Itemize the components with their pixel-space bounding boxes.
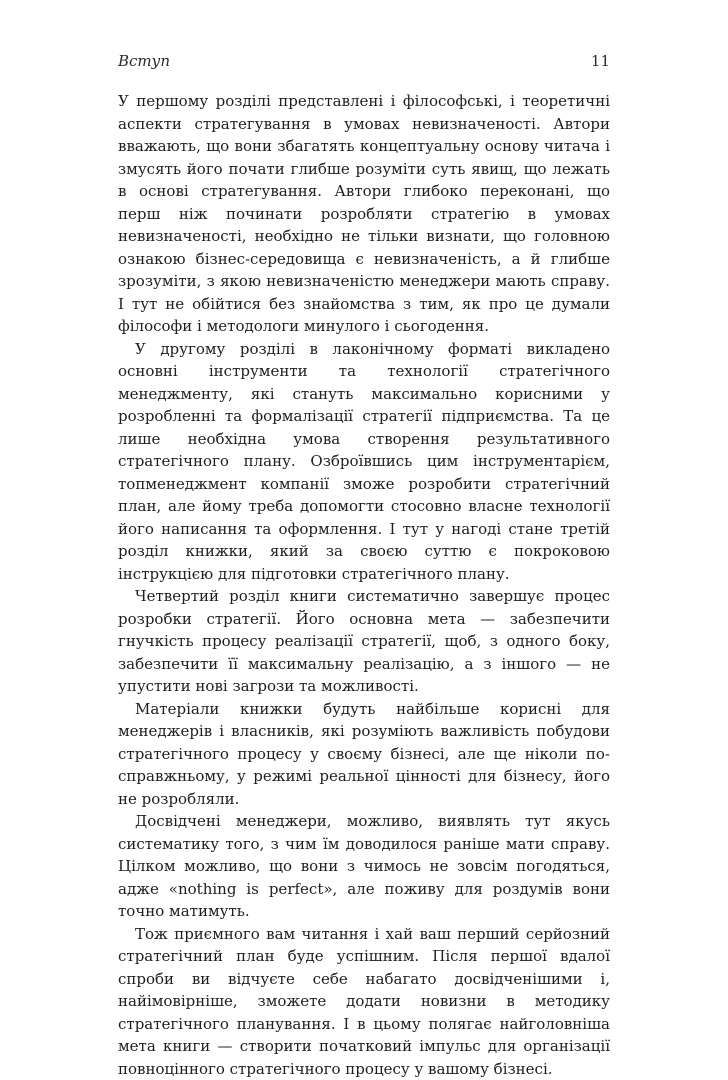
body-text: [118, 90, 610, 1080]
paragraph-1: У першому розділі представлені і філософські, і теоретичні аспекти стратегування в умовах невизначеності. Автори вважають, що вони збагатять концептуальну основу читача і змусять його почати глибше розуміти суть явищ, що лежать в основі стратегування. Автори глибоко переконані, що перш ніж починати розробляти стратегію в умовах невизначеності, необхідно не тільки визнати, що головною ознакою бізнес-середовища є невизначеність, а й глибше зрозуміти, з якою невизначеністю менеджери мають справу. І тут не обійтися без знайомства з тим, як про це думали філософи і методологи минулого і сьогодення.: [118, 90, 610, 338]
section-title: Вступ: [118, 52, 170, 70]
paragraph-3: Четвертий розділ книги систематично завершує процес розробки стратегії. Його основна мета — забезпечити гнучкість процесу реалізації стратегії, щоб, з одного боку, забезпечити її максимальну реалізацію, а з іншого — не упустити нові загрози та можливості.: [118, 585, 610, 698]
running-head: [118, 52, 610, 74]
paragraph-5: Досвідчені менеджери, можливо, виявлять тут якусь систематику того, з чим їм доводилося раніше мати справу. Цілком можливо, що вони з чимось не зовсім погодяться, адже «nothing is perfect», але поживу для роздумів вони точно матимуть.: [118, 810, 610, 923]
page-number: 11: [591, 52, 610, 70]
paragraph-2: У другому розділі в лаконічному форматі викладено основні інструменти та технології стратегічного менеджменту, які стануть максимально корисними у розробленні та формалізації стратегії підприємства. Та це лише необхідна умова створення результативного стратегічного плану. Озброївшись цим інструментарієм, топменеджмент компанії зможе розробити стратегічний план, але йому треба допомогти стосовно власне технології його написання та оформлення. І тут у нагоді стане третій розділ книжки, який за своєю суттю є покроковою інструкцією для підготовки стратегічного плану.: [118, 338, 610, 586]
paragraph-4: Матеріали книжки будуть найбільше корисні для менеджерів і власників, які розуміють важливість побудови стратегічного процесу у своєму бізнесі, але ще ніколи по-справжньому, у режимі реальної цінності для бізнесу, його не розробляли.: [118, 698, 610, 811]
paragraph-6: Тож приємного вам читання і хай ваш перший серйозний стратегічний план буде успішним. Після першої вдалої спроби ви відчуєте себе набагато досвідченішими і, найімовірніше, зможете додати новизни в методику стратегічного планування. І в цьому полягає найголовніша мета книги — створити початковий імпульс для організації повноцінного стратегічного процесу у вашому бізнесі.: [118, 923, 610, 1080]
